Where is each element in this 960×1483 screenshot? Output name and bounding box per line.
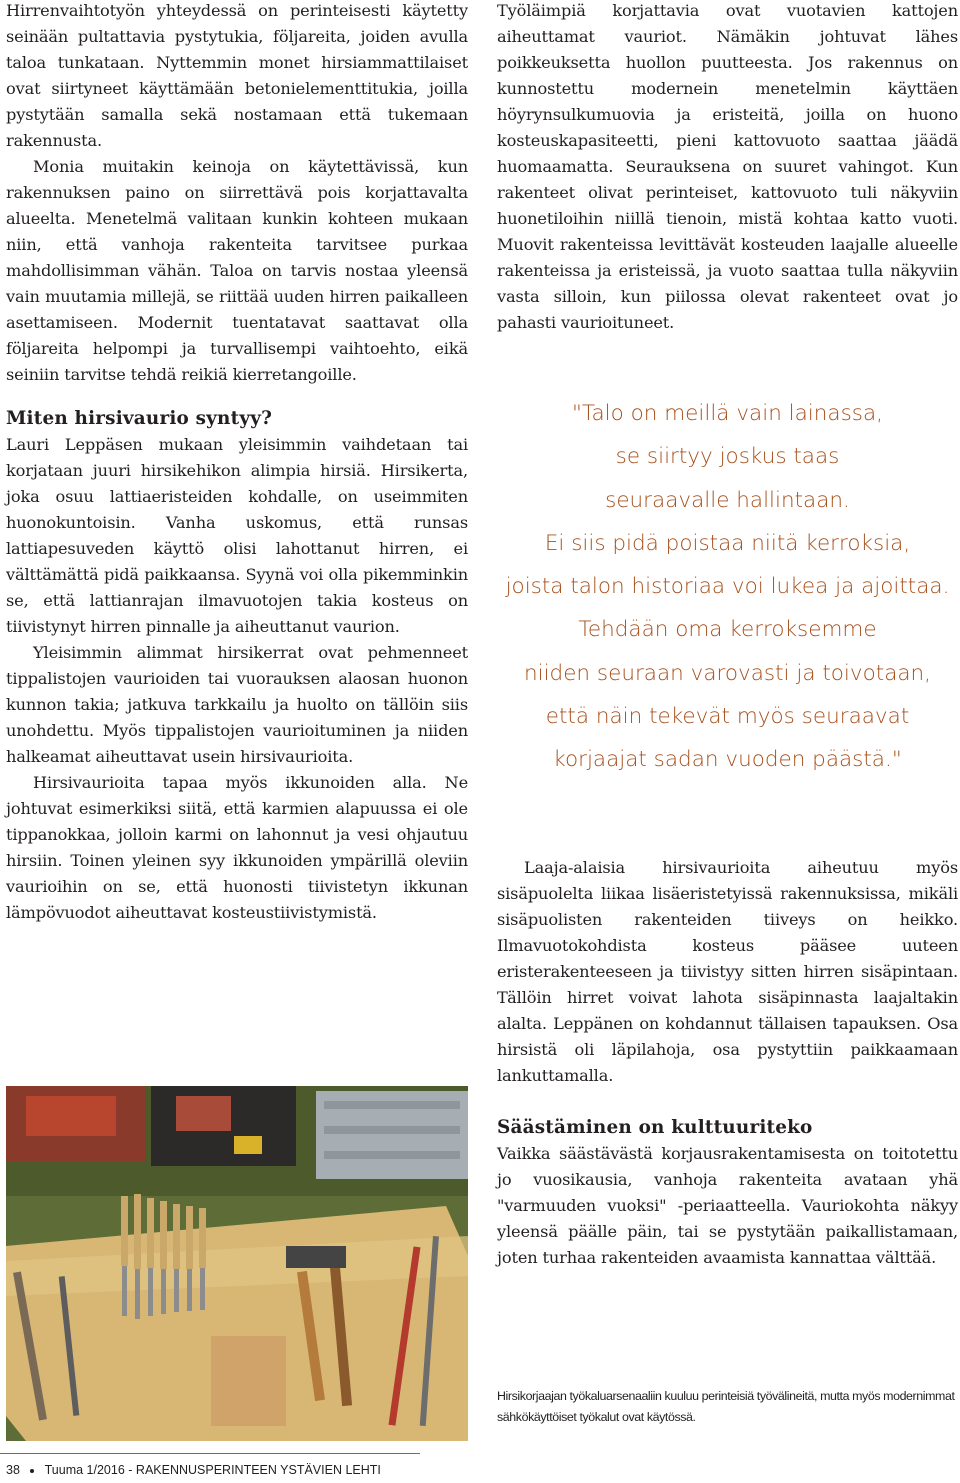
quote-line: että näin tekevät myös seuraavat [545,704,910,730]
quote-line: niiden seuraan varovasti ja toivotaan, [523,660,932,686]
quote-line: "Talo on meillä vain lainassa, [572,401,883,426]
issue-label: Tuuma 1/2016 [44,1463,125,1477]
quote-line: seuraavalle hallintaan. [605,487,850,513]
footer-divider [0,1453,420,1454]
paragraph-windows: Hirsivaurioita tapaa myös ikkunoiden alla. Ne johtuvat esimerkiksi siitä, että karmien alapuussa ei ole tippanokkaa, jolloin karmi on lahonnut ja vesi ohjautuu hirsiin. Toinen yleinen syy ikkunoiden ympärillä oleviin vaurioihin on se, että huonosti tiivistetyn ikkunan lämpövuodot aiheuttavat kosteustiivistymistä. [6,773,468,922]
right-column [497,0,958,336]
paragraph-roof-leaks: Työläimpiä korjattavia ovat vuotavien kattojen aiheuttamat vauriot. Nämäkin johtuvat lähes poikkeuksetta huollon puutteesta. Jos rakennus on kunnostettu modernein menetelmin käyttäen höyrynsulkumuovia ja eristeitä, joilla on huono kosteuskapasiteetti, pieni kattovuoto saattaa jäädä huomaamatta. Seurauksena on suuret vahingot. Kun rakenteet olivat perinteiset, kattovuoto tuli näkyviin huonetiloihin niillä tienoin, mistä kohtaa katto vuoti. Muovit rakenteissa levittävät kosteuden laajalle alueelle rakenteissa ja eristeissä, ja vuoto saattaa tulla näkyviin vasta silloin, kun piilossa olevat rakenteet ovat jo pahasti vaurioituneet. [497,1,958,332]
right-column-lower [497,855,958,1271]
pull-quote [497,392,958,782]
page-number: 38 [6,1463,20,1477]
tools-photo-illustration [6,1086,468,1441]
section-heading-saving: Säästäminen on kulttuuriteko [497,1117,813,1138]
quote-line: Ei siis pidä poistaa niitä kerroksia, [544,530,911,556]
quote-line: joista talon historiaa voi lukea ja ajoittaa. [505,574,950,600]
paragraph-props: Hirrenvaihtotyön yhteydessä on perinteisesti käytetty seinään pultattavia pystytukia, följareita, joiden avulla taloa tunkataan. Nyttemmin monet hirsiammattilaiset ovat siirtyneet käyttämään betonielementtitukia, joilla pystytään samalla sekä nostamaan että tukemaan rakennusta. [6,1,468,150]
bullet-separator [30,1469,34,1473]
left-column [6,0,468,926]
magazine-name: - RAKENNUSPERINTEEN YSTÄVIEN LEHTI [128,1463,381,1477]
paragraph-drip-edges: Yleisimmin alimmat hirsikerrat ovat pehmenneet tippalistojen vaurioiden tai vuorauksen alaosan huonon kunnon takia; jatkuva tarkkailu ja huolto on tällöin siis unohdettu. Myös tippalistojen vaurioituminen ja niiden halkeamat aiheuttavat usein hirsivaurioita. [6,643,468,766]
quote-line: Tehdään oma kerroksemme [578,617,877,643]
paragraph-interior-damage: Laaja-alaisia hirsivaurioita aiheutuu myös sisäpuolelta liikaa lisäeristetyissä rakennuksissa, mikäli sisäpuolisten rakenteiden tiiveys on heikko. Ilmavuotokohdista kosteus pääsee uuteen eristerakenteeseen ja tiivistyy sitten hirren sisäpintaan. Tällöin hirret voivat lahota sisäpinnasta laajaltakin alalta. Leppänen on kohdannut tällaisen tapauksen. Osa hirsistä oli läpilahoja, osa pystyttiin paikkaamaan lankuttamalla. [497,858,958,1085]
page-footer [6,1463,566,1477]
quote-line: se siirtyy joskus taas [615,444,840,470]
quote-line: korjaajat sadan vuoden päästä." [553,747,902,773]
paragraph-saving: Vaikka säästävästä korjausrakentamisesta on toitotettu jo vuosikausia, vanhoja rakenteita avataan yhä "varmuuden vuoksi" -periaatteella. Vauriokohta näkyy yleensä päälle päin, tai se pystytään paikallistamaan, joten turhaa rakenteiden avaamista kannattaa välttää. [497,1144,958,1267]
paragraph-methods: Monia muitakin keinoja on käytettävissä, kun rakennuksen paino on siirrettävä pois korjattavalta alueelta. Menetelmä valitaan kunkin kohteen mukaan niin, että vanhoja rakenteita tarvitsee purkaa mahdollisimman vähän. Taloa on tarvis nostaa yleensä vain muutamia millejä, se riittää uuden hirren paikalleen asettamiseen. Modernit tuentatavat saattavat olla följareita helpompi ja turvallisempi vaihtoehto, eikä seiniin tarvitse tehdä reikiä kierretangoille. [6,157,468,384]
tools-photo [6,1086,468,1441]
paragraph-lowest-logs: Lauri Leppäsen mukaan yleisimmin vaihdetaan tai korjataan juuri hirsikehikon alimpia hirsiä. Hirsikerta, joka osuu lattiaeristeiden kohdalle, on useimmiten huonokuntoisin. Vanha uskomus, että runsas lattiapesuveden käyttö olisi lahottanut hirren, ei välttämättä pidä paikkaansa. Syynä voi olla pikemminkin se, että lattianrajan ilmavuotojen takia kosteus on tiivistynyt hirren pinnalle ja aiheuttanut vaurion. [6,435,468,636]
photo-caption: Hirsikorjaajan työkaluarsenaaliin kuuluu perinteisiä työvälineitä, mutta myös modernimmat sähkökäyttöiset työkalut ovat käytössä. [497,1389,955,1424]
section-heading-damage: Miten hirsivaurio syntyy? [6,408,273,429]
